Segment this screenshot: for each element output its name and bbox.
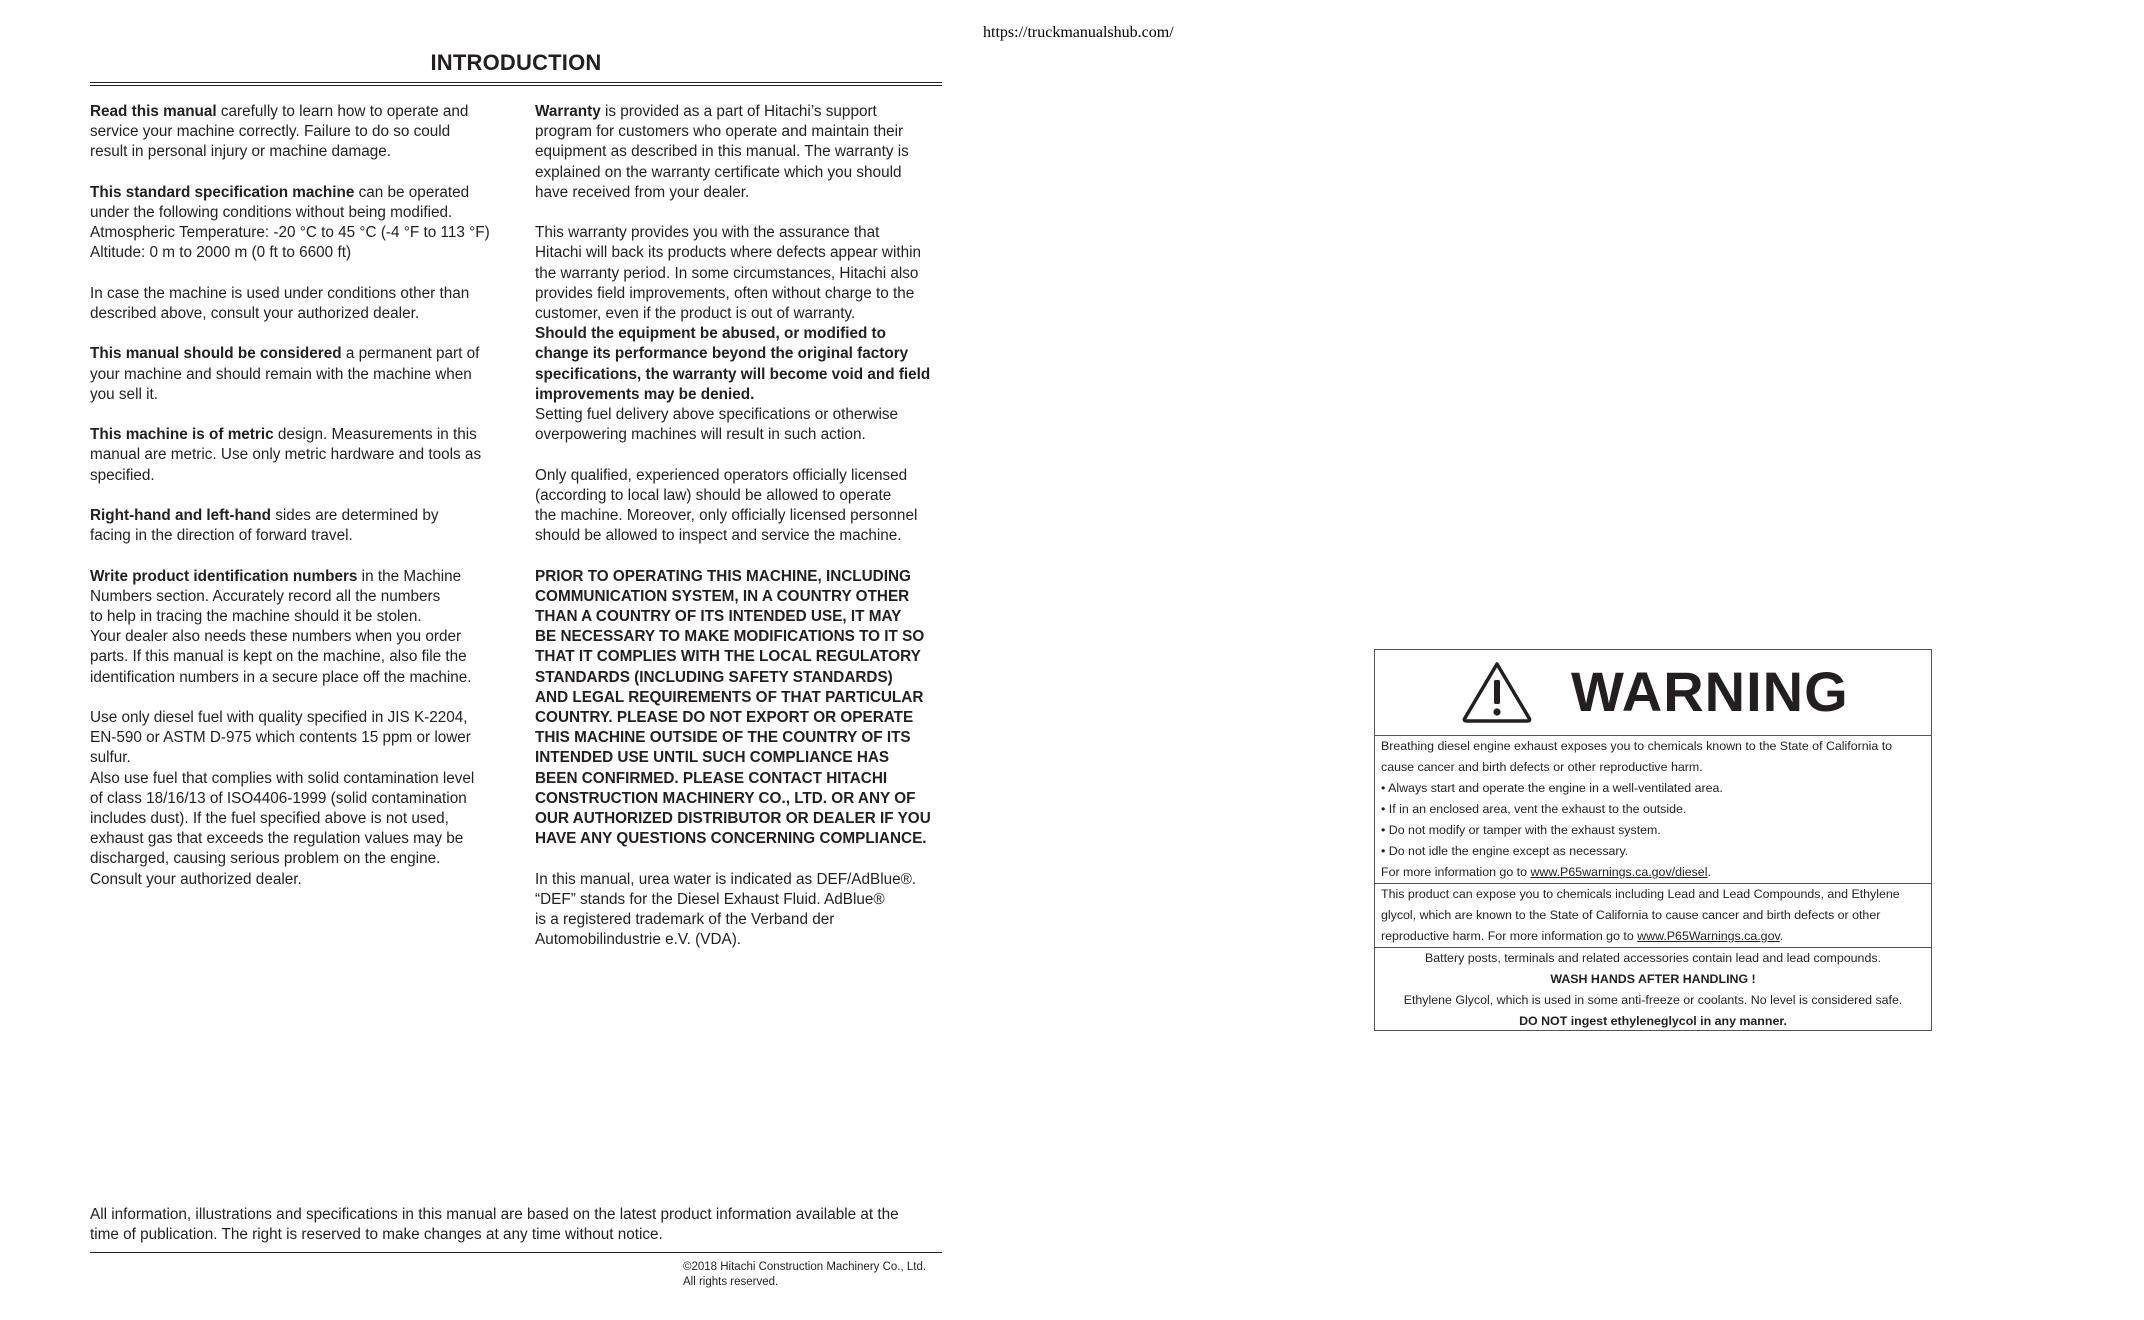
page-title: INTRODUCTION [430,50,602,75]
text-line: ©2018 Hitachi Construction Machinery Co., Ltd. [683,1261,927,1273]
more-info-line [1381,862,1925,883]
bold-text-line: WASH HANDS AFTER HANDLING ! [1550,972,1756,986]
bold-text-line: PRIOR TO OPERATING THIS MACHINE, INCLUDING [535,567,911,585]
text-line: (according to local law) should be allowed to operate [535,486,892,504]
paragraph-warranty-assurance [535,223,947,445]
text-line: under the following conditions without being modified. [90,204,453,221]
bold-text-line: THAT IT COMPLIES WITH THE LOCAL REGULATORY [535,648,921,666]
bold-text-line: COMMUNICATION SYSTEM, IN A COUNTRY OTHER [535,587,910,605]
text-line: provides field improvements, often without charge to the [535,284,915,302]
text-line: equipment as described in this manual. The warranty is [535,143,909,161]
text-line: Consult your authorized dealer. [90,870,302,888]
source-url: https://truckmanualshub.com/ [983,24,1174,41]
text-line: a permanent part of [341,345,480,363]
text-line: is provided as a part of Hitachi’s support [600,103,877,120]
text-line: This product can expose you to chemicals including Lead and Lead Compounds, and Ethylene [1381,887,1900,901]
text-line: customer, even if the product is out of warranty. [535,305,856,323]
text-line: Hitachi will back its products where defects appear within [535,244,921,262]
paragraph-metric [90,425,506,486]
text-line: described above, consult your authorized dealer. [90,305,420,322]
bold-text-line: Should the equipment be abused, or modified to [535,325,886,343]
bold-text-line: HAVE ANY QUESTIONS CONCERNING COMPLIANCE. [535,830,927,848]
text-line: For more information go to [1381,865,1531,879]
paragraph-standard-spec [90,183,506,264]
text-line: Breathing diesel engine exhaust exposes you to chemicals known to the State of California to [1381,739,1893,753]
text-line: should be allowed to inspect and service the machine. [535,527,902,545]
bold-lead: This standard specification machine [90,183,355,201]
text-line: EN-590 or ASTM D-975 which contents 15 ppm or lower [90,729,471,747]
text-line: This warranty provides you with the assurance that [535,224,880,242]
text-line: is a registered trademark of the Verband der [535,911,835,929]
text-line: reproductive harm. For more information go to [1381,929,1638,943]
bold-lead: Write product identification numbers [90,567,358,585]
more-info-line [1381,926,1925,947]
text-line: cause cancer and birth defects or other reproductive harm. [1381,760,1703,774]
paragraph-identification [90,567,506,688]
bold-text-line: AND LEGAL REQUIREMENTS OF THAT PARTICULAR [535,688,924,706]
paragraph-qualified-operators [535,466,947,547]
warning-header [1375,650,1931,736]
bold-text-line: THIS MACHINE OUTSIDE OF THE COUNTRY OF ITS [535,729,911,747]
text-line: Only qualified, experienced operators officially licensed [535,466,908,484]
text-line: exhaust gas that exceeds the regulation values may be [90,830,464,848]
text-line: specified. [90,466,155,484]
right-column [535,102,947,971]
bold-text-line: BEEN CONFIRMED. PLEASE CONTACT HITACHI [535,769,888,787]
text-line: All rights reserved. [683,1276,779,1288]
text-line: Altitude: 0 m to 2000 m (0 ft to 6600 ft) [90,244,352,262]
text-line: Automobilindustrie e.V. (VDA). [535,931,742,949]
title-double-rule [90,82,942,86]
text-line: “DEF” stands for the Diesel Exhaust Fluid. AdBlue® [535,890,885,908]
bold-text-line: CONSTRUCTION MACHINERY CO., LTD. OR ANY OF [535,789,916,807]
bold-text-line: OUR AUTHORIZED DISTRIBUTOR OR DEALER IF YOU [535,810,931,828]
bold-text-line: BE NECESSARY TO MAKE MODIFICATIONS TO IT SO [535,628,925,646]
text-line: In this manual, urea water is indicated as DEF/AdBlue®. [535,870,917,888]
text-line: your machine and should remain with the machine when [90,365,472,383]
text-line: explained on the warranty certificate which you should [535,163,902,181]
text-line: result in personal injury or machine damage. [90,143,391,161]
text-line: . [1779,929,1784,943]
text-line: you sell it. [90,385,159,403]
text-line: discharged, causing serious problem on the engine. [90,850,441,868]
text-line: the machine. Moreover, only officially licensed personnel [535,507,918,525]
text-line: Atmospheric Temperature: -20 °C to 45 °C (-4 °F to 113 °F) [90,224,490,242]
text-line: service your machine correctly. Failure to do so could [90,123,451,141]
text-line: program for customers who operate and maintain their [535,123,904,141]
bold-text-line: THAN A COUNTRY OF ITS INTENDED USE, IT MAY [535,608,902,626]
warning-heading: WARNING [1571,660,1849,723]
text-line: parts. If this manual is kept on the machine, also file the [90,648,467,666]
paragraph-diesel-fuel [90,708,506,890]
bold-text-line: DO NOT ingest ethyleneglycol in any manner. [1519,1014,1787,1028]
text-line: Battery posts, terminals and related accessories contain lead and lead compounds. [1425,951,1881,965]
text-line: the warranty period. In some circumstances, Hitachi also [535,264,919,282]
paragraph-warranty [535,102,947,203]
bold-text-line: change its performance beyond the original factory [535,345,909,363]
bold-text-line: COUNTRY. PLEASE DO NOT EXPORT OR OPERATE [535,709,914,727]
text-line: Also use fuel that complies with solid contamination level [90,769,475,787]
text-line: All information, illustrations and specifications in this manual are based on the latest product information available at the [90,1206,899,1223]
paragraph-read-manual [90,102,506,163]
text-line: Setting fuel delivery above specifications or otherwise [535,406,899,424]
text-line: includes dust). If the fuel specified above is not used, [90,810,449,827]
bullet-item: • If in an enclosed area, vent the exhaust to the outside. [1381,802,1687,816]
footer-disclaimer [90,1205,942,1245]
bold-lead: Right-hand and left-hand [90,506,271,524]
bullet-item: • Always start and operate the engine in a well-ventilated area. [1381,781,1723,795]
bold-text-line: STANDARDS (INCLUDING SAFETY STANDARDS) [535,668,893,686]
text-line: in the Machine [357,567,462,585]
p65-diesel-link[interactable]: www.P65warnings.ca.gov/diesel [1530,865,1708,879]
text-line: Use only diesel fuel with quality specified in JIS K-2204, [90,708,468,726]
warning-section-diesel [1375,736,1931,884]
text-line: Ethylene Glycol, which is used in some anti-freeze or coolants. No level is considered safe. [1403,993,1903,1007]
warning-section-lead [1375,884,1931,948]
text-line: glycol, which are known to the State of California to cause cancer and birth defects or other [1381,908,1881,922]
text-line: manual are metric. Use only metric hardware and tools as [90,446,482,464]
text-line: time of publication. The right is reserved to make changes at any time without notice. [90,1226,663,1244]
text-line: design. Measurements in this [273,426,477,444]
text-line: of class 18/16/13 of ISO4406-1999 (solid contamination [90,789,467,807]
copyright-notice [683,1260,926,1290]
text-line: identification numbers in a secure place off the machine. [90,668,472,686]
paragraph-compliance-notice [535,567,947,850]
text-line: Your dealer also needs these numbers when you order [90,628,462,646]
text-line: can be operated [354,183,470,201]
bold-lead: Warranty [535,103,601,120]
warning-section-battery [1375,948,1931,1032]
bold-lead: Read this manual [90,103,217,120]
footer-rule [90,1252,942,1253]
warning-triangle-icon [1461,660,1533,724]
text-line: In case the machine is used under conditions other than [90,284,470,302]
bold-text-line: specifications, the warranty will become void and field [535,365,931,383]
text-line: overpowering machines will result in such action. [535,426,866,444]
bold-text-line: INTENDED USE UNTIL SUCH COMPLIANCE HAS [535,749,890,767]
text-line: . [1707,865,1711,879]
left-column [90,102,506,910]
text-line: have received from your dealer. [535,183,750,201]
prop65-warning-box [1374,649,1932,1031]
bold-text-line: improvements may be denied. [535,385,755,403]
paragraph-other-conditions [90,284,506,324]
text-line: carefully to learn how to operate and [216,103,469,120]
text-line: sides are determined by [271,506,439,524]
paragraph-def-adblue [535,870,947,951]
bullet-item: • Do not idle the engine except as necessary. [1381,844,1629,858]
bold-lead: This manual should be considered [90,345,342,363]
paragraph-manual-part [90,344,506,405]
text-line: facing in the direction of forward travel. [90,527,353,545]
paragraph-hand-sides [90,506,506,546]
text-line: to help in tracing the machine should it be stolen. [90,607,422,625]
bold-lead: This machine is of metric [90,426,274,444]
text-line: Numbers section. Accurately record all the numbers [90,587,441,605]
bullet-item: • Do not modify or tamper with the exhaust system. [1381,823,1661,837]
p65-warnings-link[interactable]: www.P65Warnings.ca.gov [1637,929,1780,943]
text-line: sulfur. [90,749,131,767]
